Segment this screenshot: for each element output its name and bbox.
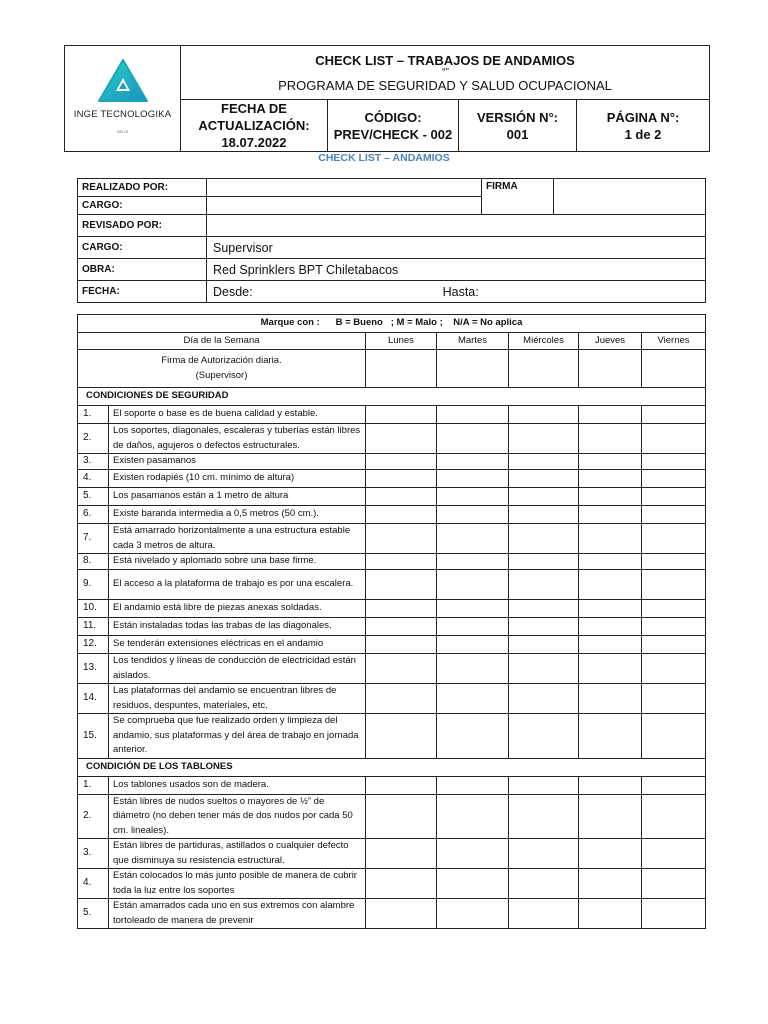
fecha-field[interactable]: [207, 281, 706, 303]
info-table: [77, 178, 706, 303]
check-cell-lunes[interactable]: [366, 776, 437, 794]
realizado-field[interactable]: [207, 179, 482, 197]
check-cell-jueves[interactable]: [579, 570, 642, 600]
version-value: 001: [506, 126, 529, 142]
fecha-label: FECHA:: [78, 281, 207, 303]
day-viernes: Viernes: [642, 333, 706, 350]
check-cell-viernes[interactable]: [642, 454, 706, 470]
pagina-value: 1 de 2: [624, 126, 662, 142]
check-cell-lunes[interactable]: [366, 869, 437, 899]
check-cell-viernes[interactable]: [642, 470, 706, 488]
check-cell-martes[interactable]: [437, 899, 509, 929]
item-number: 2.: [78, 794, 109, 839]
check-cell-martes[interactable]: [437, 406, 509, 424]
check-cell-viernes[interactable]: [642, 488, 706, 506]
day-header: Día de la Semana: [78, 333, 366, 350]
check-cell-jueves[interactable]: [579, 899, 642, 929]
firma-cell-martes[interactable]: [437, 350, 509, 388]
check-cell-lunes[interactable]: [366, 654, 437, 684]
check-cell-martes[interactable]: [437, 524, 509, 554]
tablones-item-row: [78, 869, 706, 899]
check-cell-miercoles[interactable]: [509, 454, 579, 470]
check-cell-miercoles[interactable]: [509, 506, 579, 524]
item-number: 1.: [78, 406, 109, 424]
title-line-1: CHECK LIST – TRABAJOS DE ANDAMIOS: [315, 52, 575, 68]
check-cell-martes[interactable]: [437, 424, 509, 454]
firma-cell-jueves[interactable]: [579, 350, 642, 388]
check-cell-jueves[interactable]: [579, 714, 642, 759]
check-cell-jueves[interactable]: [579, 636, 642, 654]
fecha-actualizacion-cell: [181, 100, 328, 152]
check-cell-viernes[interactable]: [642, 618, 706, 636]
seguridad-item-row: [78, 570, 706, 600]
item-text: Existe baranda intermedia a 0,5 metros (50 cm.).: [109, 506, 366, 524]
check-cell-miercoles[interactable]: [509, 424, 579, 454]
obra-label: OBRA:: [78, 259, 207, 281]
check-cell-martes[interactable]: [437, 554, 509, 570]
hasta-label: Hasta:: [442, 284, 479, 299]
firma-autorizacion-line1: Firma de Autorización diaria.: [161, 355, 282, 366]
check-cell-lunes[interactable]: [366, 470, 437, 488]
check-cell-viernes[interactable]: [642, 869, 706, 899]
seguridad-item-row: [78, 424, 706, 454]
document-header: [64, 45, 710, 152]
item-text: El andamio está libre de piezas anexas soldadas.: [109, 600, 366, 618]
tablones-item-row: [78, 899, 706, 929]
seguridad-item-row: [78, 636, 706, 654]
legend: Marque con : B = Bueno ; M = Malo ; N/A = No aplica: [78, 315, 706, 333]
check-cell-viernes[interactable]: [642, 636, 706, 654]
check-cell-jueves[interactable]: [579, 454, 642, 470]
check-cell-jueves[interactable]: [579, 776, 642, 794]
item-number: 15.: [78, 714, 109, 759]
fecha-actualizacion-value: 18.07.2022: [221, 135, 287, 150]
check-cell-viernes[interactable]: [642, 406, 706, 424]
check-cell-lunes[interactable]: [366, 454, 437, 470]
check-cell-jueves[interactable]: [579, 839, 642, 869]
check-cell-miercoles[interactable]: [509, 776, 579, 794]
check-cell-viernes[interactable]: [642, 424, 706, 454]
item-text: Se comprueba que fue realizado orden y limpieza del andamio, sus plataformas y del área de trabajo en jornada anterior.: [109, 714, 366, 759]
cargo-label-1: CARGO:: [78, 197, 207, 215]
codigo-value: PREV/CHECK - 002: [333, 126, 453, 142]
document-title: [181, 46, 710, 100]
seguridad-item-row: [78, 470, 706, 488]
title-line-3: PROGRAMA DE SEGURIDAD Y SALUD OCUPACIONAL: [278, 77, 612, 93]
check-cell-miercoles[interactable]: [509, 406, 579, 424]
item-text: Las plataformas del andamio se encuentran libres de residuos, despuntes, materiales, etc.: [109, 684, 366, 714]
item-text: Existen pasamanos: [109, 454, 366, 470]
firma-field[interactable]: [554, 179, 706, 215]
firma-autorizacion-line2: (Supervisor): [195, 369, 248, 381]
check-cell-miercoles[interactable]: [509, 636, 579, 654]
check-cell-martes[interactable]: [437, 869, 509, 899]
triangle-logo-icon: [97, 58, 149, 104]
item-number: 13.: [78, 654, 109, 684]
check-cell-miercoles[interactable]: [509, 794, 579, 839]
item-number: 3.: [78, 839, 109, 869]
check-cell-lunes[interactable]: [366, 488, 437, 506]
check-cell-jueves[interactable]: [579, 684, 642, 714]
check-cell-jueves[interactable]: [579, 506, 642, 524]
pagina-cell: [577, 100, 710, 152]
cargo-field-1[interactable]: [207, 197, 482, 215]
check-cell-lunes[interactable]: [366, 554, 437, 570]
check-cell-miercoles[interactable]: [509, 899, 579, 929]
check-cell-viernes[interactable]: [642, 684, 706, 714]
item-text: Los tablones usados son de madera.: [109, 776, 366, 794]
item-text: Está nivelado y aplomado sobre una base firme.: [109, 554, 366, 570]
check-cell-jueves[interactable]: [579, 488, 642, 506]
item-text: Están amarrados cada uno en sus extremos con alambre tortoleado de manera de prevenir: [109, 899, 366, 929]
fecha-actualizacion-label: FECHA DE ACTUALIZACIÓN:: [198, 101, 310, 133]
item-number: 5.: [78, 899, 109, 929]
revisado-label: REVISADO POR:: [78, 215, 207, 237]
codigo-label: CÓDIGO:: [364, 109, 422, 125]
seguridad-item-row: [78, 618, 706, 636]
item-text: Está amarrado horizontalmente a una estructura estable cada 3 metros de altura.: [109, 524, 366, 554]
check-cell-viernes[interactable]: [642, 794, 706, 839]
check-cell-lunes[interactable]: [366, 424, 437, 454]
item-text: El soporte o base es de buena calidad y estable.: [109, 406, 366, 424]
section-condiciones-seguridad: CONDICIONES DE SEGURIDAD: [78, 388, 706, 406]
check-cell-jueves[interactable]: [579, 618, 642, 636]
check-cell-viernes[interactable]: [642, 554, 706, 570]
seguridad-item-row: [78, 488, 706, 506]
seguridad-item-row: [78, 714, 706, 759]
check-cell-lunes[interactable]: [366, 899, 437, 929]
check-cell-martes[interactable]: [437, 506, 509, 524]
check-cell-jueves[interactable]: [579, 470, 642, 488]
check-cell-martes[interactable]: [437, 684, 509, 714]
seguridad-item-row: [78, 406, 706, 424]
check-cell-jueves[interactable]: [579, 554, 642, 570]
item-text: Están libres de nudos sueltos o mayores de ½” de diámetro (no deben tener más de dos nudos por cada 50 cm. lineales).: [109, 794, 366, 839]
check-cell-lunes[interactable]: [366, 714, 437, 759]
check-cell-miercoles[interactable]: [509, 488, 579, 506]
firma-label: FIRMA: [482, 179, 554, 215]
day-lunes: Lunes: [366, 333, 437, 350]
check-cell-jueves[interactable]: [579, 869, 642, 899]
seguridad-item-row: [78, 554, 706, 570]
check-cell-lunes[interactable]: [366, 600, 437, 618]
item-number: 4.: [78, 470, 109, 488]
check-cell-lunes[interactable]: [366, 794, 437, 839]
check-cell-viernes[interactable]: [642, 899, 706, 929]
item-text: Existen rodapiés (10 cm. mínimo de altura): [109, 470, 366, 488]
logo-text: INGE TECNOLOGIKA: [73, 108, 172, 120]
check-cell-viernes[interactable]: [642, 776, 706, 794]
check-cell-jueves[interactable]: [579, 424, 642, 454]
check-cell-martes[interactable]: [437, 618, 509, 636]
check-cell-lunes[interactable]: [366, 506, 437, 524]
company-logo: [65, 46, 181, 152]
check-cell-miercoles[interactable]: [509, 524, 579, 554]
check-cell-martes[interactable]: [437, 636, 509, 654]
item-text: Están colocados lo más junto posible de manera de cubrir toda la luz entre los soportes: [109, 869, 366, 899]
check-cell-martes[interactable]: [437, 570, 509, 600]
item-number: 7.: [78, 524, 109, 554]
check-cell-miercoles[interactable]: [509, 869, 579, 899]
check-cell-martes[interactable]: [437, 776, 509, 794]
day-miercoles: Miércoles: [509, 333, 579, 350]
obra-field[interactable]: Red Sprinklers BPT Chiletabacos: [207, 259, 706, 281]
section-subtitle: CHECK LIST – ANDAMIOS: [318, 152, 450, 164]
item-number: 5.: [78, 488, 109, 506]
check-cell-viernes[interactable]: [642, 654, 706, 684]
check-cell-martes[interactable]: [437, 714, 509, 759]
check-cell-jueves[interactable]: [579, 406, 642, 424]
check-cell-miercoles[interactable]: [509, 654, 579, 684]
cargo-field-2[interactable]: Supervisor: [207, 237, 706, 259]
check-cell-miercoles[interactable]: [509, 839, 579, 869]
check-cell-jueves[interactable]: [579, 794, 642, 839]
pagina-label: PÁGINA N°:: [606, 109, 680, 125]
firma-cell-miercoles[interactable]: [509, 350, 579, 388]
check-cell-lunes[interactable]: [366, 406, 437, 424]
check-cell-viernes[interactable]: [642, 714, 706, 759]
check-cell-jueves[interactable]: [579, 600, 642, 618]
item-text: Los pasamanos están a 1 metro de altura: [109, 488, 366, 506]
check-cell-lunes[interactable]: [366, 570, 437, 600]
desde-label: Desde:: [213, 284, 253, 299]
item-number: 11.: [78, 618, 109, 636]
item-number: 1.: [78, 776, 109, 794]
check-cell-viernes[interactable]: [642, 506, 706, 524]
check-cell-miercoles[interactable]: [509, 470, 579, 488]
tablones-item-row: [78, 776, 706, 794]
check-cell-viernes[interactable]: [642, 839, 706, 869]
check-cell-viernes[interactable]: [642, 570, 706, 600]
check-cell-lunes[interactable]: [366, 839, 437, 869]
item-text: Se tenderán extensiones eléctricas en el andamio: [109, 636, 366, 654]
seguridad-item-row: [78, 454, 706, 470]
check-cell-martes[interactable]: [437, 654, 509, 684]
check-cell-martes[interactable]: [437, 454, 509, 470]
item-text: Están instaladas todas las trabas de las diagonales.: [109, 618, 366, 636]
item-number: 4.: [78, 869, 109, 899]
item-number: 9.: [78, 570, 109, 600]
check-cell-miercoles[interactable]: [509, 714, 579, 759]
title-line-2: “”: [441, 66, 449, 78]
version-label: VERSIÓN N°:: [476, 109, 559, 125]
logo-subtext: SELIS: [116, 128, 129, 134]
check-cell-jueves[interactable]: [579, 524, 642, 554]
check-cell-miercoles[interactable]: [509, 554, 579, 570]
realizado-label: REALIZADO POR:: [78, 179, 207, 197]
check-cell-jueves[interactable]: [579, 654, 642, 684]
item-number: 2.: [78, 424, 109, 454]
firma-autorizacion-label: [78, 350, 366, 388]
item-text: Están libres de partiduras, astillados o cualquier defecto que disminuya su resistencia estructural.: [109, 839, 366, 869]
check-cell-miercoles[interactable]: [509, 600, 579, 618]
seguridad-item-row: [78, 654, 706, 684]
item-number: 14.: [78, 684, 109, 714]
item-text: Los soportes, diagonales, escaleras y tuberías están libres de daños, agujeros o defectos estructurales.: [109, 424, 366, 454]
item-text: Los tendidos y líneas de conducción de electricidad están aislados.: [109, 654, 366, 684]
check-cell-miercoles[interactable]: [509, 684, 579, 714]
item-number: 6.: [78, 506, 109, 524]
firma-cell-lunes[interactable]: [366, 350, 437, 388]
seguridad-item-row: [78, 600, 706, 618]
check-cell-martes[interactable]: [437, 488, 509, 506]
check-cell-lunes[interactable]: [366, 618, 437, 636]
version-cell: [459, 100, 577, 152]
codigo-cell: [328, 100, 459, 152]
check-cell-lunes[interactable]: [366, 636, 437, 654]
check-cell-martes[interactable]: [437, 600, 509, 618]
check-cell-viernes[interactable]: [642, 600, 706, 618]
check-cell-martes[interactable]: [437, 794, 509, 839]
check-cell-viernes[interactable]: [642, 524, 706, 554]
section-condicion-tablones: CONDICIÓN DE LOS TABLONES: [78, 758, 706, 776]
check-cell-miercoles[interactable]: [509, 570, 579, 600]
day-martes: Martes: [437, 333, 509, 350]
check-cell-lunes[interactable]: [366, 524, 437, 554]
item-number: 8.: [78, 554, 109, 570]
check-cell-martes[interactable]: [437, 839, 509, 869]
day-jueves: Jueves: [579, 333, 642, 350]
item-number: 3.: [78, 454, 109, 470]
check-cell-martes[interactable]: [437, 470, 509, 488]
check-cell-miercoles[interactable]: [509, 618, 579, 636]
check-cell-lunes[interactable]: [366, 684, 437, 714]
checklist-table: [77, 314, 706, 929]
item-number: 10.: [78, 600, 109, 618]
revisado-field[interactable]: [207, 215, 706, 237]
firma-cell-viernes[interactable]: [642, 350, 706, 388]
seguridad-item-row: [78, 524, 706, 554]
tablones-item-row: [78, 794, 706, 839]
tablones-item-row: [78, 839, 706, 869]
seguridad-item-row: [78, 506, 706, 524]
cargo-label-2: CARGO:: [78, 237, 207, 259]
seguridad-item-row: [78, 684, 706, 714]
item-number: 12.: [78, 636, 109, 654]
item-text: El acceso a la plataforma de trabajo es por una escalera.: [109, 570, 366, 600]
